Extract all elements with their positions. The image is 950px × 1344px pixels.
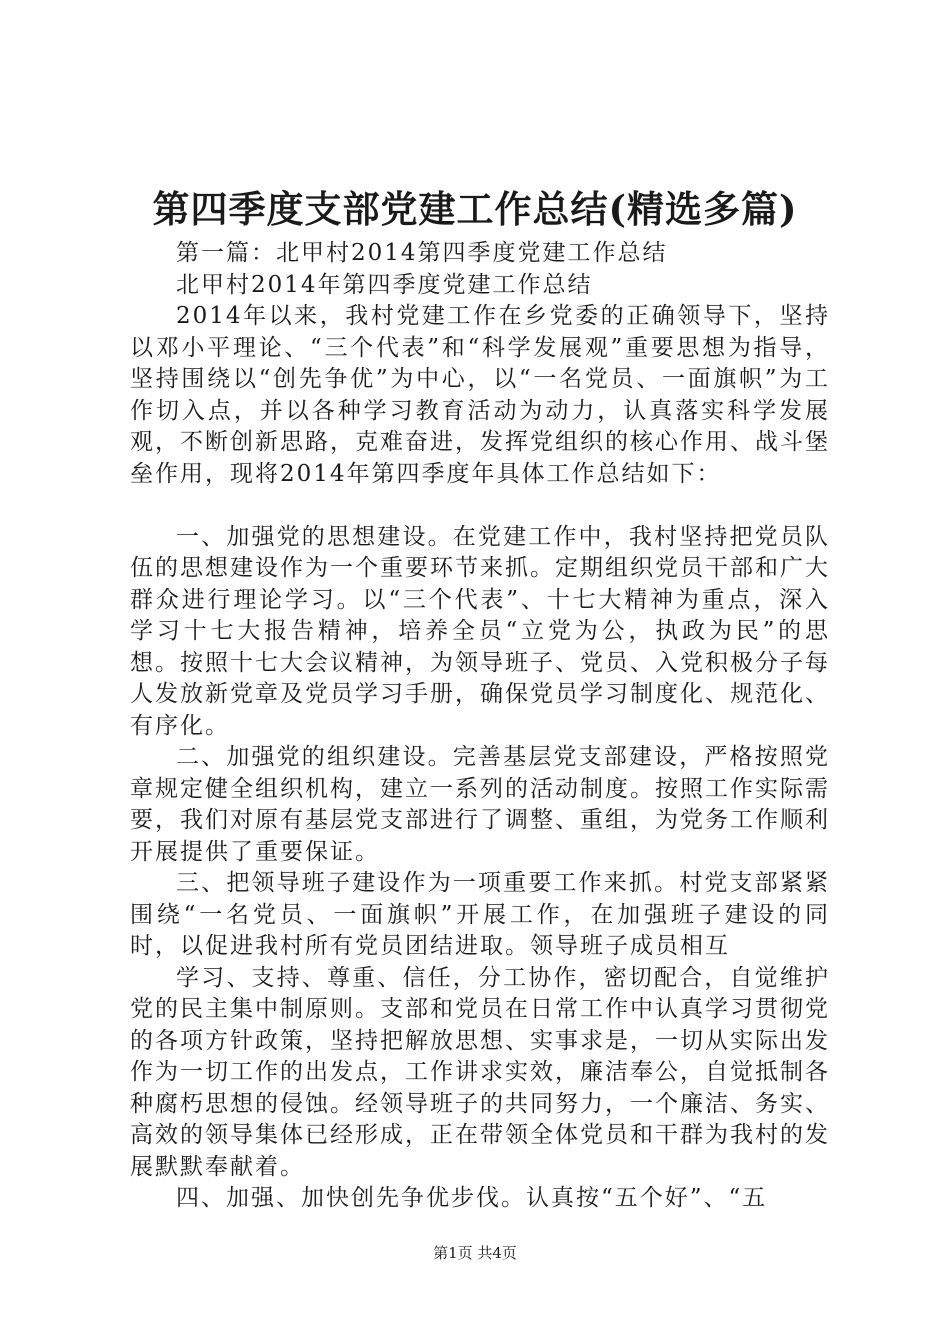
paragraph-1: 一、加强党的思想建设。在党建工作中，我村坚持把党员队伍的思想建设作为一个重要环节来抓。定期组织党员干部和广大群众进行理论学习。以“三个代表”、十七大精神为重点，深入学习十七大报告精神，培养全员“立党为公，执政为民”的思想。按照十七大会议精神，为领导班子、党员、入党积极分子每人发放新党章及党员学习手册，确保党员学习制度化、规范化、有序化。 bbox=[130, 523, 830, 739]
paragraph-intro: 2014年以来，我村党建工作在乡党委的正确领导下，坚持以邓小平理论、“三个代表”和“科学发展观”重要思想为指导，坚持围绕以“创先争优”为中心，以“一名党员、一面旗帜”为工作切入点，并以各种学习教育活动为动力，认真落实科学发展观，不断创新思路，克难奋进，发挥党组织的核心作用、战斗堡垒作用，现将2014年第四季度年具体工作总结如下： bbox=[130, 303, 830, 487]
document-body bbox=[130, 238, 830, 1215]
paragraph-4: 四、加强、加快创先争优步伐。认真按“五个好”、“五 bbox=[176, 1185, 768, 1211]
paragraph-2: 二、加强党的组织建设。完善基层党支部建设，严格按照党章规定健全组织机构，建立一系列的活动制度。按照工作实际需要，我们对原有基层党支部进行了调整、重组，为党务工作顺利开展提供了重要保证。 bbox=[130, 744, 830, 865]
subheading: 北甲村2014年第四季度党建工作总结 bbox=[176, 271, 593, 298]
paragraph-3-continued: 学习、支持、尊重、信任，分工协作，密切配合，自觉维护党的民主集中制原则。支部和党员在日常工作中认真学习贯彻党的各项方针政策，坚持把解放思想、实事求是，一切从实际出发作为一切工作的出发点，工作讲求实效，廉洁奉公，自觉抵制各种腐朽思想的侵蚀。经领导班子的共同努力，一个廉洁、务实、高效的领导集体已经形成，正在带领全体党员和干群为我村的发展默默奉献着。 bbox=[130, 964, 830, 1180]
paragraph-3: 三、把领导班子建设作为一项重要工作来抓。村党支部紧紧围绕“一名党员、一面旗帜”开展工作，在加强班子建设的同时，以促进我村所有党员团结进取。领导班子成员相互 bbox=[130, 870, 830, 959]
document-title: 第四季度支部党建工作总结(精选多篇) bbox=[152, 187, 798, 231]
section-heading: 第一篇：北甲村2014第四季度党建工作总结 bbox=[176, 240, 668, 266]
page-number: 第1页 共4页 bbox=[433, 1244, 517, 1262]
